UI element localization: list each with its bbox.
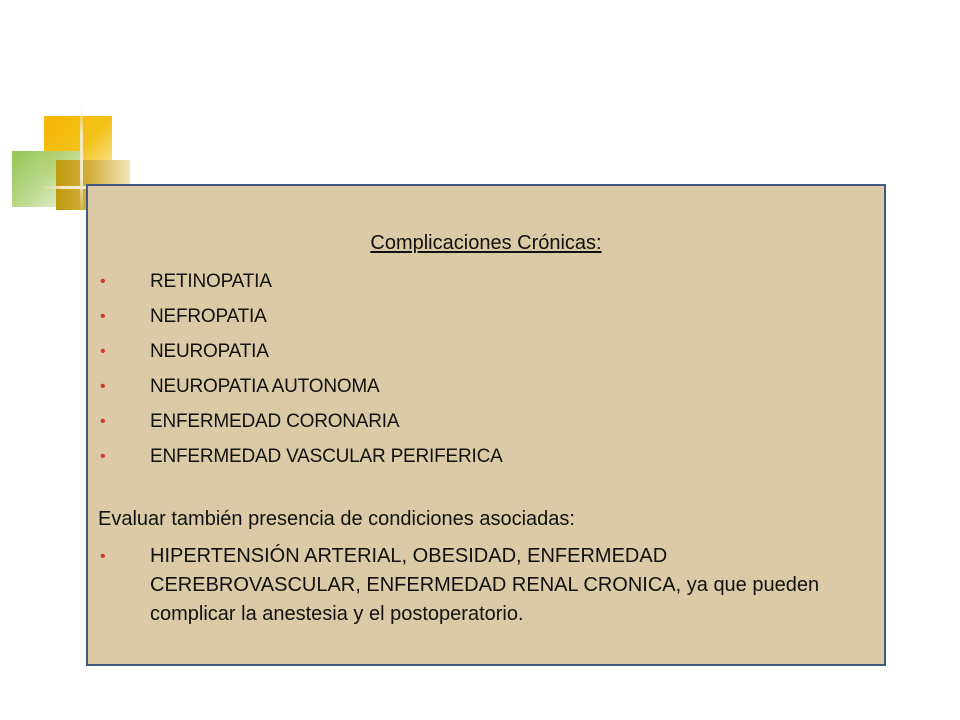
list-item <box>98 542 838 629</box>
list-item <box>98 334 503 369</box>
bullet-icon: • <box>100 308 106 325</box>
bullet-icon: • <box>100 378 106 395</box>
list-item-label: NEFROPATIA <box>150 306 267 327</box>
list-item-label: RETINOPATIA <box>150 271 272 292</box>
complications-list <box>98 264 503 474</box>
bullet-icon: • <box>100 448 106 465</box>
bullet-icon: • <box>100 343 106 360</box>
list-item-label: NEUROPATIA AUTONOMA <box>150 376 380 397</box>
list-item <box>98 299 503 334</box>
list-item <box>98 439 503 474</box>
associated-conditions-list <box>98 542 838 629</box>
evaluate-label: Evaluar también presencia de condiciones asociadas: <box>98 508 575 530</box>
content-box <box>86 184 886 666</box>
bullet-icon: • <box>100 413 106 430</box>
bullet-icon: • <box>100 548 106 565</box>
list-item-label: NEUROPATIA <box>150 341 269 362</box>
list-item <box>98 264 503 299</box>
bullet-icon: • <box>100 273 106 290</box>
associated-conditions-text: HIPERTENSIÓN ARTERIAL, OBESIDAD, ENFERMEDAD CEREBROVASCULAR, ENFERMEDAD RENAL CRONICA, ya que pueden complicar la anestesia y el postoperatorio. <box>150 545 820 625</box>
list-item <box>98 404 503 439</box>
complications-heading: Complicaciones Crónicas: <box>370 232 602 254</box>
list-item <box>98 369 503 404</box>
list-item-label: ENFERMEDAD VASCULAR PERIFERICA <box>150 446 503 467</box>
list-item-label: ENFERMEDAD CORONARIA <box>150 411 400 432</box>
decorative-vertical-line <box>80 104 83 212</box>
